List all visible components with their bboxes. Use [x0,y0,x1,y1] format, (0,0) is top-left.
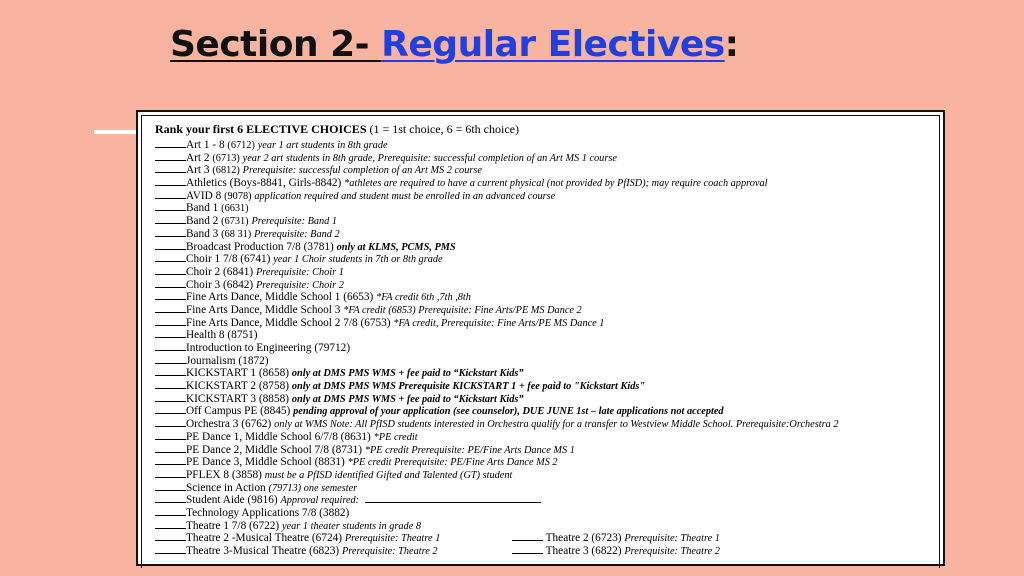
elective-code: (6631) [221,203,249,215]
elective-code: (6812) [212,165,240,177]
elective-name: Technology Applications 7/8 (3882) [186,506,350,519]
elective-name: PFLEX 8 (3858) [186,468,262,481]
elective-note: year 1 theater students in grade 8 [282,520,421,532]
elective-name: KICKSTART 3 (8858) [186,392,290,405]
elective-name: Student Aide (9816) [186,494,278,507]
elective-code: (6731) [221,216,249,228]
rank-blank[interactable] [155,163,186,173]
elective-row [155,455,933,468]
elective-row [155,443,933,456]
rank-blank[interactable] [155,328,186,338]
elective-note-bold: pending approval of your application (see counselor), DUE JUNE 1st – late applications not accepted [293,406,724,418]
rank-blank[interactable] [155,468,186,478]
elective-row [155,417,933,430]
elective-note: year 2 art students in 8th grade, Prerequisite: successful completion of an Art MS 1 course [242,152,617,164]
elective-name: PE Dance 1, Middle School 6/7/8 (8631) [186,430,371,443]
title-link[interactable]: Regular Electives [381,24,725,65]
elective-note: Approval required: [280,495,360,507]
elective-name: Theatre 3 (6822) [545,545,622,557]
elective-name: Choir 3 (6842) [186,278,254,291]
elective-name: KICKSTART 1 (8658) [186,367,290,380]
elective-row [155,316,933,329]
rank-blank[interactable] [155,316,186,326]
elective-code: (68 31) [221,228,252,240]
elective-note: only at WMS Note: All PfISD students interested in Orchestra qualify for a transfer to Westview Middle School. Prerequisite:Orchestra 2 [274,419,839,431]
elective-name: Art 2 [186,151,210,164]
elective-note: Prerequisite: successful completion of an Art MS 2 course [242,165,482,177]
rank-blank[interactable] [155,151,186,161]
form-heading-rest: (1 = 1st choice, 6 = 6th choice) [366,122,519,136]
elective-name: Theatre 1 7/8 (6722) [186,519,280,532]
rank-blank[interactable] [155,341,186,351]
elective-row [155,278,933,291]
rank-blank[interactable] [155,354,186,364]
elective-row [155,240,933,253]
elective-note: (79713) one semester [268,482,358,494]
elective-name: Choir 2 (6841) [186,265,254,278]
elective-name: Choir 1 7/8 (6741) [186,253,271,266]
elective-name: Art 3 [186,164,210,177]
elective-name: PE Dance 3, Middle School (8831) [186,456,345,469]
elective-note: must be a PfISD identified Gifted and Talented (GT) student [264,469,513,481]
rank-blank[interactable] [155,201,186,211]
title-suffix: : [724,24,739,65]
rank-blank[interactable] [512,544,543,554]
elective-note: Prerequisite: Band 1 [251,216,338,228]
elective-note: *FA credit (6853) Prerequisite: Fine Arts/PE MS Dance 2 [343,304,582,316]
elective-name: Theatre 2 -Musical Theatre (6724) [186,532,342,545]
elective-list [155,138,933,557]
form-heading-bold: Rank your first 6 ELECTIVE CHOICES [155,122,367,136]
rank-blank[interactable] [155,493,186,503]
rank-blank[interactable] [155,443,186,453]
elective-name: AVID 8 [186,189,222,202]
elective-name: Health 8 (8751) [186,329,258,342]
elective-form-document [136,110,945,566]
elective-name: Science in Action [186,481,266,494]
rank-blank[interactable] [155,252,186,262]
elective-name: Theatre 2 (6723) [545,532,622,545]
elective-note: *athletes are required to have a current physical (not provided by PfISD); may require coach approval [344,178,768,190]
rank-blank[interactable] [155,506,186,516]
decorative-line [94,130,136,134]
title-prefix: Section 2- [170,24,382,65]
elective-row [155,163,933,176]
elective-name: Band 2 [186,215,219,228]
elective-note: Prerequisite: Theatre 1 [344,533,441,545]
form-heading [155,121,933,137]
elective-name: Athletics (Boys-8841, Girls-8842) [186,177,342,190]
elective-name: Art 1 - 8 [186,139,225,151]
elective-row [155,176,933,189]
rank-blank[interactable] [155,531,186,541]
elective-row [155,214,933,227]
elective-note: Prerequisite: Theatre 2 [624,546,720,557]
elective-name: Introduction to Engineering (79712) [186,342,351,354]
elective-name: KICKSTART 2 (8758) [186,380,290,393]
elective-row [155,354,933,367]
rank-blank[interactable] [155,214,186,224]
elective-note: *PE credit Prerequisite: PE/Fine Arts Dance MS 1 [364,444,575,456]
rank-blank[interactable] [155,404,186,414]
elective-row [155,481,933,494]
elective-note: year 1 art students in 8th grade [257,140,388,151]
elective-row [155,544,933,557]
rank-blank[interactable] [155,392,186,402]
rank-blank[interactable] [155,455,186,465]
elective-row [155,341,933,354]
rank-blank[interactable] [155,290,186,300]
elective-note-bold: only at KLMS, PCMS, PMS [336,241,456,253]
elective-row [155,468,933,481]
elective-row [155,531,933,544]
rank-blank[interactable] [512,531,543,541]
rank-blank[interactable] [155,240,186,250]
rank-blank[interactable] [155,303,186,313]
rank-blank[interactable] [155,430,186,440]
elective-name: Fine Arts Dance, Middle School 2 7/8 (6753) [186,316,391,329]
rank-blank[interactable] [155,417,186,427]
elective-name: Orchestra 3 (6762) [186,418,272,431]
elective-name: Off Campus PE (8845) [186,405,291,418]
rank-blank[interactable] [155,481,186,491]
rank-blank[interactable] [155,519,186,529]
elective-row [155,328,933,341]
elective-second-column [512,544,720,559]
elective-row [155,189,933,202]
elective-row [155,404,933,417]
elective-note: *PE credit Prerequisite: PE/Fine Arts Dance MS 2 [347,457,558,469]
elective-row [155,519,933,532]
elective-row [155,201,933,214]
elective-row [155,151,933,164]
elective-name: Journalism (1872) [186,354,269,367]
rank-blank[interactable] [155,227,186,237]
elective-row [155,265,933,278]
elective-name: Band 3 [186,227,219,240]
elective-row [155,379,933,392]
elective-row [155,366,933,379]
elective-row [155,392,933,405]
elective-name: Fine Arts Dance, Middle School 3 [186,303,341,316]
elective-code: (6712) [227,140,255,151]
page-title [170,24,739,65]
elective-note: *PE credit [373,431,418,443]
elective-note: year 1 Choir students in 7th or 8th grade [273,254,443,266]
elective-row [155,227,933,240]
elective-name: Theatre 3-Musical Theatre (6823) [186,545,340,557]
rank-blank[interactable] [155,265,186,275]
elective-code: (6713) [212,152,240,164]
elective-row [155,290,933,303]
rank-blank[interactable] [155,138,186,148]
elective-note: Prerequisite: Theatre 1 [624,533,720,545]
elective-note: Prerequisite: Band 2 [254,228,340,240]
rank-blank[interactable] [155,278,186,288]
elective-note: *FA credit 6th ,7th ,8th [376,292,471,304]
elective-name: Band 1 [186,202,219,215]
elective-note: Prerequisite: Theatre 2 [342,546,438,557]
elective-note-bold: only at DMS PMS WMS + fee paid to “Kickstart Kids” [291,393,524,405]
elective-note-bold: only at DMS PMS WMS Prerequisite KICKSTART 1 + fee paid to "Kickstart Kids" [291,381,646,393]
rank-blank[interactable] [155,379,186,389]
rank-blank[interactable] [155,176,186,186]
elective-row [155,252,933,265]
elective-note-bold: only at DMS PMS WMS + fee paid to “Kickstart Kids” [291,368,524,380]
elective-code: (9078) [224,190,252,202]
elective-note: Prerequisite: Choir 2 [255,279,344,291]
elective-row [155,303,933,316]
elective-note: Prerequisite: Choir 1 [255,266,344,278]
elective-name: PE Dance 2, Middle School 7/8 (8731) [186,443,363,456]
elective-note: application required and student must be enrolled in an advanced course [254,190,556,202]
elective-name: Fine Arts Dance, Middle School 1 (6653) [186,291,374,304]
elective-form-inner [141,115,940,568]
rank-blank[interactable] [155,544,186,554]
elective-row [155,493,933,506]
rank-blank[interactable] [155,366,186,376]
rank-blank[interactable] [155,189,186,199]
elective-row [155,430,933,443]
elective-row [155,506,933,519]
elective-note: *FA credit, Prerequisite: Fine Arts/PE MS Dance 1 [393,317,605,329]
approval-signature-field[interactable] [365,493,541,503]
elective-row [155,138,933,151]
elective-name: Broadcast Production 7/8 (3781) [186,240,334,253]
